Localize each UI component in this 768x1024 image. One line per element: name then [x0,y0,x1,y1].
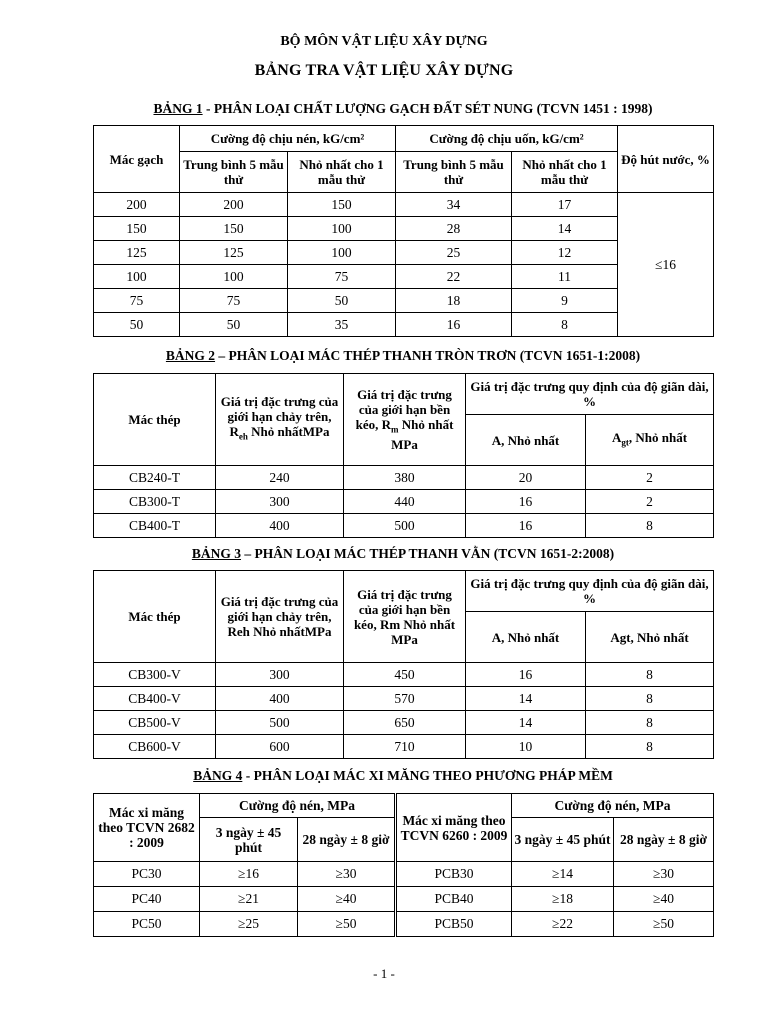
table-cell: 14 [466,687,586,711]
header-cement-grade-6260: Mác xi măng theo TCVN 6260 : 2009 [396,794,512,862]
table-cell: 150 [180,217,288,241]
subheader-28-days: 28 ngày ± 8 giờ [298,818,396,862]
table-cell: 600 [216,735,344,759]
table3-caption: BẢNG 3 – PHÂN LOẠI MÁC THÉP THANH VẰN (TCVN 1651-2:2008) [191,546,615,561]
table1-caption: BẢNG 1 - PHÂN LOẠI CHẤT LƯỢNG GẠCH ĐẤT SÉT NUNG (TCVN 1451 : 1998) [153,101,653,116]
table-cell: 50 [288,289,396,313]
table-cell: 8 [586,711,714,735]
table-cell: 12 [512,241,618,265]
table-cell: 9 [512,289,618,313]
table-cell: 8 [586,514,714,538]
header-yield-strength: Giá trị đặc trưng của giới hạn chảy trên, Reh Nhỏ nhấtMPa [216,571,344,663]
table-cell: PC50 [94,912,200,937]
header-yield-strength: Giá trị đặc trưng của giới hạn chảy trên, $R_{eh}$ Nhỏ nhấtMPa [216,374,344,466]
table-cell: 8 [586,687,714,711]
brick-classification-table [93,125,714,337]
table-cell: 75 [288,265,396,289]
subheader-3-days: 3 ngày ± 45 phút [512,818,614,862]
subheader-3-days: 3 ngày ± 45 phút [200,818,298,862]
page-number: - 1 - [373,966,395,981]
table-cell: 150 [288,193,396,217]
header-tensile-strength: Giá trị đặc trưng của giới hạn bền kéo, $R_m$ Nhỏ nhất MPa [344,374,466,466]
header-compressive-strength: Cường độ nén, MPa [512,794,714,818]
table-cell: 500 [344,514,466,538]
header-compressive-strength: Cường độ nén, MPa [200,794,396,818]
table-cell: 50 [180,313,288,337]
table-cell: ≥16 [200,862,298,887]
table-cell: 16 [466,663,586,687]
table-cell: 28 [396,217,512,241]
subheader-agt-min: $A_{gt}$, Nhỏ nhất [586,415,714,466]
table-cell: PCB50 [396,912,512,937]
table-cell: 380 [344,466,466,490]
subheader-a-min: A, Nhỏ nhất [466,415,586,466]
subheader-minimum: Nhỏ nhất cho 1 mẫu thử [512,152,618,193]
table-cell: 150 [94,217,180,241]
table-cell: 16 [466,514,586,538]
table-cell: 75 [180,289,288,313]
table-cell: ≥50 [614,912,714,937]
table-cell: 11 [512,265,618,289]
header-flexural-strength: Cường độ chịu uốn, kG/cm² [396,126,618,152]
plain-round-steel-table [93,373,714,538]
ribbed-steel-table [93,570,714,759]
table-cell: ≥50 [298,912,396,937]
table-cell: 14 [466,711,586,735]
table-cell: 300 [216,663,344,687]
table-cell: 100 [288,217,396,241]
table-cell: 300 [216,490,344,514]
table-cell: 50 [94,313,180,337]
table-cell: ≥30 [614,862,714,887]
table-cell: 125 [94,241,180,265]
subheader-agt-min: Agt, Nhỏ nhất [586,612,714,663]
table-cell: 17 [512,193,618,217]
table-cell: ≥25 [200,912,298,937]
table-cell: ≥40 [298,887,396,912]
header-steel-grade: Mác thép [94,571,216,663]
table-cell: 22 [396,265,512,289]
header-elongation: Giá trị đặc trưng quy định của độ giãn dài, % [466,571,714,612]
table-cell: 2 [586,490,714,514]
document-title: BẢNG TRA VẬT LIỆU XÂY DỰNG [254,62,514,79]
table-cell: 400 [216,687,344,711]
table-cell: 100 [288,241,396,265]
table-cell: 200 [94,193,180,217]
table-cell: 240 [216,466,344,490]
table-cell: PC30 [94,862,200,887]
table-cell: CB500-V [94,711,216,735]
table-cell: ≥30 [298,862,396,887]
table-cell: 16 [466,490,586,514]
header-steel-grade: Mác thép [94,374,216,466]
header-water-absorption: Độ hút nước, % [618,126,714,193]
table-cell: 100 [94,265,180,289]
table-cell: 100 [180,265,288,289]
table-cell: 125 [180,241,288,265]
subheader-a-min: A, Nhỏ nhất [466,612,586,663]
water-absorption-value: ≤16 [618,193,714,337]
table-cell: ≥18 [512,887,614,912]
table-cell: CB300-V [94,663,216,687]
table-cell: 20 [466,466,586,490]
table-cell: 570 [344,687,466,711]
department-heading: BỘ MÔN VẬT LIỆU XÂY DỰNG [280,34,488,49]
table-cell: CB300-T [94,490,216,514]
table-cell: 650 [344,711,466,735]
table-cell: ≥22 [512,912,614,937]
header-brick-grade: Mác gạch [94,126,180,193]
table-cell: ≥14 [512,862,614,887]
table-cell: ≥40 [614,887,714,912]
table-cell: 10 [466,735,586,759]
table-cell: 8 [586,735,714,759]
table-cell: 14 [512,217,618,241]
table-cell: 400 [216,514,344,538]
subheader-average: Trung bình 5 mẫu thử [396,152,512,193]
table-cell: 34 [396,193,512,217]
table-cell: CB400-V [94,687,216,711]
table-cell: PCB30 [396,862,512,887]
table4-caption: BẢNG 4 - PHÂN LOẠI MÁC XI MĂNG THEO PHƯƠNG PHÁP MỀM [193,768,613,783]
table-cell: 500 [216,711,344,735]
cement-grade-table [93,793,714,937]
table-cell: 2 [586,466,714,490]
table2-caption: BẢNG 2 – PHÂN LOẠI MÁC THÉP THANH TRÒN TRƠN (TCVN 1651-1:2008) [165,348,641,363]
table-cell: 8 [586,663,714,687]
table-cell: 25 [396,241,512,265]
header-elongation: Giá trị đặc trưng quy định của độ giãn dài, % [466,374,714,415]
table-cell: CB600-V [94,735,216,759]
table-cell: CB240-T [94,466,216,490]
table-cell: 75 [94,289,180,313]
table-cell: ≥21 [200,887,298,912]
table-cell: PCB40 [396,887,512,912]
header-cement-grade-2682: Mác xi măng theo TCVN 2682 : 2009 [94,794,200,862]
subheader-28-days: 28 ngày ± 8 giờ [614,818,714,862]
table-cell: 450 [344,663,466,687]
table-cell: 710 [344,735,466,759]
subheader-minimum: Nhỏ nhất cho 1 mẫu thử [288,152,396,193]
subheader-average: Trung bình 5 mẫu thử [180,152,288,193]
table-cell: 16 [396,313,512,337]
table-cell: 440 [344,490,466,514]
table-cell: 18 [396,289,512,313]
table-cell: CB400-T [94,514,216,538]
table-cell: 8 [512,313,618,337]
table-cell: 35 [288,313,396,337]
header-compressive-strength: Cường độ chịu nén, kG/cm² [180,126,396,152]
table-cell: PC40 [94,887,200,912]
header-tensile-strength: Giá trị đặc trưng của giới hạn bền kéo, Rm Nhỏ nhất MPa [344,571,466,663]
table-cell: 200 [180,193,288,217]
